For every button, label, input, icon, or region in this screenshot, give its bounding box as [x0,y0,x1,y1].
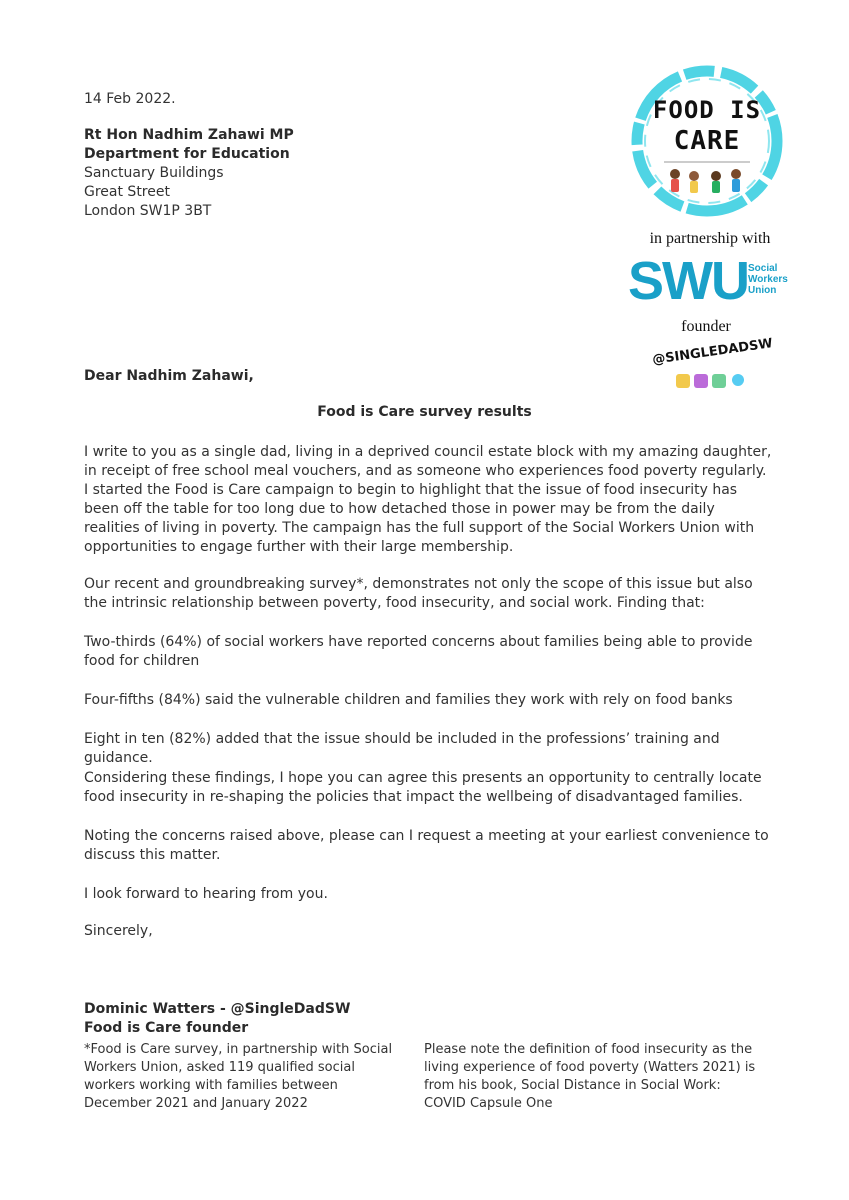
food-is-care-line-1: FOOD IS [652,96,762,124]
swu-text-line-2: Workers [748,274,788,285]
food-is-care-line-2: CARE [673,126,741,156]
swu-text-line-1: Social [748,263,778,274]
signature-name: Dominic Watters - @SingleDadSW [84,1001,351,1017]
body-paragraph: Four-fifths (84%) said the vulnerable children and families they work with rely on food banks [84,692,733,708]
signature-title: Food is Care founder [84,1020,249,1036]
recipient-block [84,126,294,221]
footnote-definition: Please note the definition of food insecurity as the living experience of food poverty (Watters 2021) is from his book, Social Distance in Social Work: COVID Capsule One [424,1042,756,1111]
recipient-name: Rt Hon Nadhim Zahawi MP [84,127,294,143]
founder-text: founder [681,318,731,335]
swu-letters: SWU [628,251,748,311]
recipient-address-line-3: London SW1P 3BT [84,203,212,219]
recipient-department: Department for Education [84,146,290,162]
letter-date: 14 Feb 2022. [84,91,176,107]
body-paragraph: Two-thirds (64%) of social workers have reported concerns about families being able to provide food for children [84,634,753,669]
body-paragraph: Considering these findings, I hope you can agree this presents an opportunity to centrally locate food insecurity in re-shaping the policies that impact the wellbeing of disadvantaged families. [84,770,762,805]
closing-line: I look forward to hearing from you. [84,886,328,902]
salutation: Dear Nadhim Zahawi, [84,368,254,384]
footnote-survey: *Food is Care survey, in partnership with Social Workers Union, asked 119 qualified social workers working with families between December 2021 and January 2022 [84,1042,393,1111]
swu-logo [628,250,798,311]
founder-badge [650,336,774,394]
recipient-address-line-1: Sanctuary Buildings [84,165,224,181]
partnership-text: in partnership with [649,230,771,247]
body-paragraph: Eight in ten (82%) added that the issue should be included in the professions’ training and guidance. [84,731,720,766]
founder-badge-text: @SINGLEDADSW [651,336,774,368]
swu-text-line-3: Union [748,285,777,296]
body-paragraph: Our recent and groundbreaking survey*, demonstrates not only the scope of this issue but also the intrinsic relationship between poverty, food insecurity, and social work. Finding that: [84,576,753,611]
body-paragraph: Noting the concerns raised above, please can I request a meeting at your earliest convenience to discuss this matter. [84,828,769,863]
recipient-address-line-2: Great Street [84,184,170,200]
children-figures-icon [670,169,741,193]
body-paragraph: I write to you as a single dad, living in a deprived council estate block with my amazing daughter, in receipt of free school meal vouchers, and as someone who experiences food poverty regularly. I started the Food is Care campaign to begin to highlight that the issue of food insecurity has been off the table for too long due to how detached those in power may be from the daily realities of living in poverty. The campaign has the full support of the Social Workers Union with opportunities to engage further with their large membership. [84,444,772,555]
swu-text-block [748,263,788,296]
food-is-care-logo [628,62,786,220]
letter-subject: Food is Care survey results [317,404,532,420]
sign-off: Sincerely, [84,923,153,939]
